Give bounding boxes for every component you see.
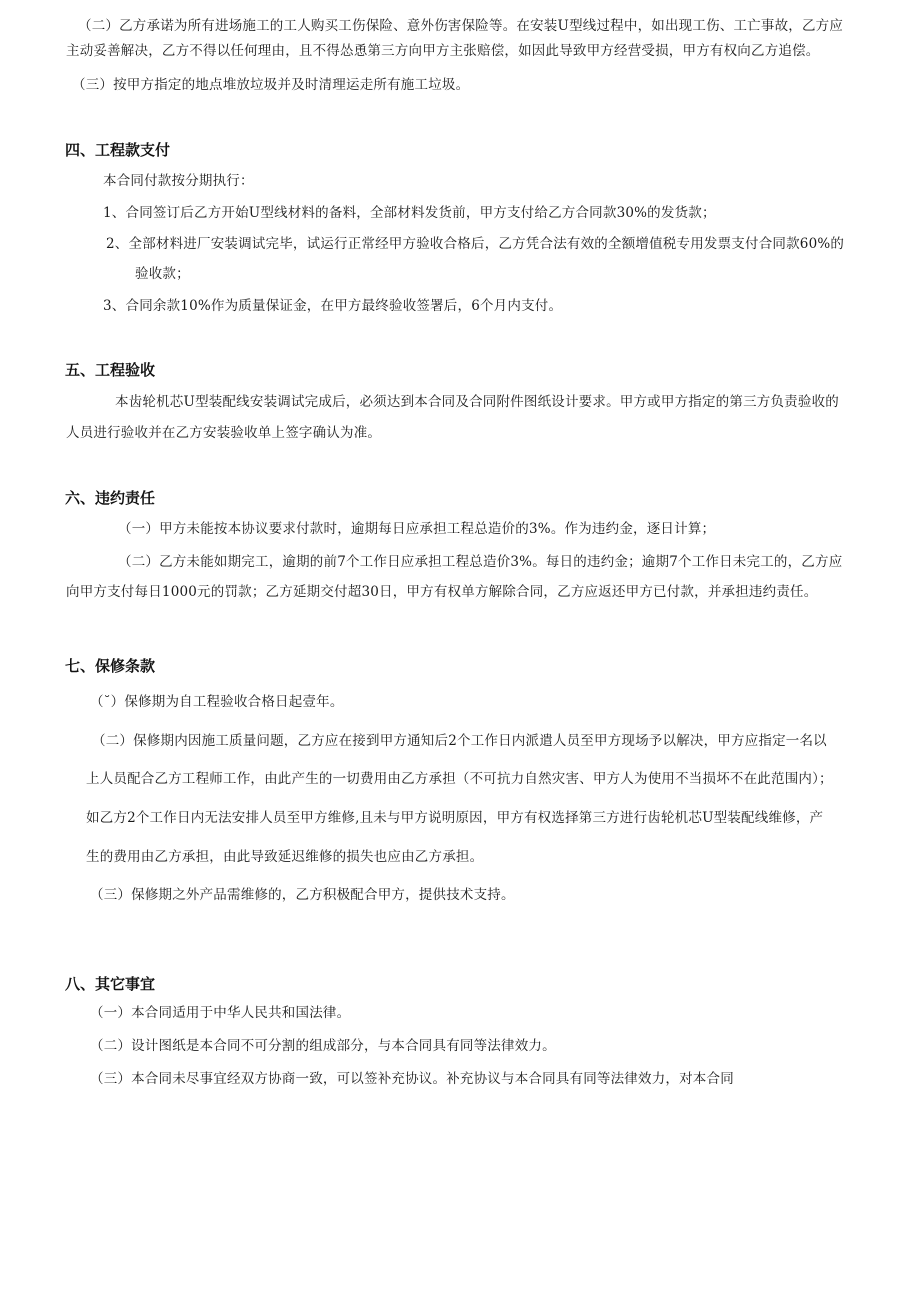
intro-clause-3: （三）按甲方指定的地点堆放垃圾并及时清理运走所有施工垃圾。 <box>72 77 470 93</box>
section-4-item-2-line-2: 验收款； <box>135 266 190 282</box>
section-7-clause-3: （三）保修期之外产品需维修的，乙方积极配合甲方，提供技术支持。 <box>90 887 515 903</box>
section-5-line-2: 人员进行验收并在乙方安装验收单上签字确认为准。 <box>66 425 382 441</box>
section-6-heading: 六、违约责任 <box>65 489 156 507</box>
section-6-clause-2-line-2: 向甲方支付每日1000元的罚款；乙方延期交付超30日，甲方有权单方解除合同，乙方应返还甲方已付款，并承担违约责任。 <box>66 584 818 600</box>
section-8-clause-1: （一）本合同适用于中华人民共和国法律。 <box>90 1005 351 1021</box>
section-7-clause-2-line-2: 上人员配合乙方工程师工作，由此产生的一切费用由乙方承担（不可抗力自然灾害、甲方人为使用不当损坏不在此范围内）； <box>86 771 833 787</box>
section-6-clause-2-line-1: （二）乙方未能如期完工，逾期的前7个工作日应承担工程总造价3%。每日的违约金；逾期7个工作日未完工的，乙方应 <box>118 554 843 570</box>
section-8-heading: 八、其它事宜 <box>65 975 156 993</box>
section-7-heading: 七、保修条款 <box>65 657 156 675</box>
section-4-heading: 四、工程款支付 <box>65 141 171 159</box>
section-7-clause-2-line-4: 生的费用由乙方承担，由此导致延迟维修的损失也应由乙方承担。 <box>86 849 484 865</box>
section-5-line-1: 本齿轮机芯U型装配线安装调试完成后，必须达到本合同及合同附件图纸设计要求。甲方或甲方指定的第三方负责验收的 <box>115 394 839 410</box>
intro-clause-2-line-2: 主动妥善解决，乙方不得以任何理由，且不得怂恿第三方向甲方主张赔偿，如因此导致甲方经营受损，甲方有权向乙方追偿。 <box>66 43 820 59</box>
section-4-item-1: 1、合同签订后乙方开始U型线材料的备料，全部材料发货前，甲方支付给乙方合同款30%的发货款； <box>103 205 716 221</box>
intro-clause-2-line-1: （二）乙方承诺为所有进场施工的工人购买工伤保险、意外伤害保险等。在安装U型线过程中，如出现工伤、工亡事故，乙方应 <box>78 18 844 34</box>
section-8-clause-2: （二）设计图纸是本合同不可分割的组成部分，与本合同具有同等法律效力。 <box>90 1038 556 1054</box>
section-7-clause-2-line-1: （二）保修期内因施工质量问题，乙方应在接到甲方通知后2个工作日内派遣人员至甲方现场予以解决，甲方应指定一名以 <box>92 733 827 749</box>
section-7-clause-2-line-3: 如乙方2个工作日内无法安排人员至甲方维修,且未与甲方说明原因，甲方有权选择第三方进行齿轮机芯U型装配线维修，产 <box>86 810 824 826</box>
section-4-item-2-line-1: 2、全部材料进厂安装调试完毕，试运行正常经甲方验收合格后，乙方凭合法有效的全额增值税专用发票支付合同款60%的 <box>106 236 845 252</box>
section-6-clause-1: （一）甲方未能按本协议要求付款时，逾期每日应承担工程总造价的3%。作为违约金，逐日计算； <box>118 521 716 537</box>
section-7-clause-1: （˘）保修期为自工程验收合格日起壹年。 <box>90 694 344 710</box>
section-4-lead: 本合同付款按分期执行： <box>103 173 254 189</box>
section-8-clause-3: （三）本合同未尽事宜经双方协商一致，可以签补充协议。补充协议与本合同具有同等法律效力，对本合同 <box>90 1071 734 1087</box>
section-4-item-3: 3、合同余款10%作为质量保证金，在甲方最终验收签署后，6个月内支付。 <box>103 298 563 314</box>
section-5-heading: 五、工程验收 <box>65 361 156 379</box>
